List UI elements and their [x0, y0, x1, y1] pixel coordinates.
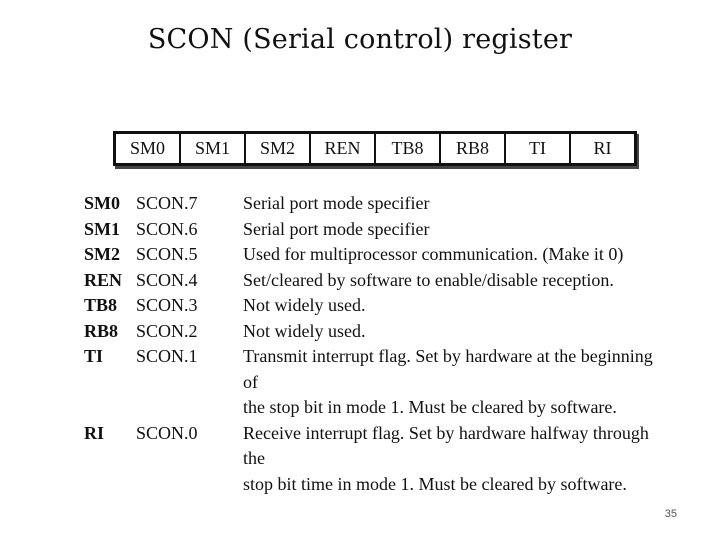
bit-description: Serial port mode specifier [243, 193, 430, 213]
bit-name: SM2 [84, 244, 120, 264]
bit-description: Serial port mode specifier [243, 218, 430, 239]
table-row [84, 217, 664, 243]
table-row [84, 242, 664, 268]
bit-name: REN [84, 269, 123, 290]
table-row [84, 421, 664, 498]
table-row [84, 344, 664, 421]
bit-position: SCON.1 [136, 346, 198, 366]
bit-name: TI [84, 346, 104, 366]
bit-description-table [84, 191, 664, 497]
bit-description: Not widely used. [243, 320, 366, 341]
register-diagram [113, 131, 637, 166]
bit-name: SM1 [84, 218, 120, 239]
register-bit: REN [311, 134, 376, 163]
table-row [84, 191, 664, 217]
register-bit: TI [506, 134, 571, 163]
register-bit: RI [593, 138, 612, 158]
bit-position: SCON.2 [136, 320, 198, 341]
register-bit: SM0 [116, 134, 181, 163]
register-bit: SM1 [181, 134, 246, 163]
bit-description: Used for multiprocessor communication. (Make it 0) [243, 244, 624, 264]
register-bit: SM2 [246, 134, 311, 163]
bit-position: SCON.3 [136, 295, 198, 315]
bit-position: SCON.4 [136, 269, 198, 290]
bit-name: RI [84, 422, 105, 443]
table-row [84, 293, 664, 319]
bit-description: Receive interrupt flag. Set by hardware halfway through the stop bit time in mode 1. Must be cleared by software. [243, 422, 649, 494]
bit-position: SCON.0 [136, 422, 198, 443]
bit-description: Set/cleared by software to enable/disable reception. [243, 269, 614, 290]
bit-name: SM0 [84, 193, 120, 213]
bit-description: Transmit interrupt flag. Set by hardware at the beginning of the stop bit in mode 1. Must be cleared by software. [243, 346, 653, 417]
table-row [84, 319, 664, 345]
bit-position: SCON.7 [136, 193, 198, 213]
register-bit: TB8 [376, 134, 441, 163]
register-bit: RB8 [441, 134, 506, 163]
table-row [84, 268, 664, 294]
bit-position: SCON.5 [136, 244, 198, 264]
page-number: 35 [664, 508, 677, 520]
bit-name: TB8 [84, 295, 118, 315]
bit-description: Not widely used. [243, 295, 366, 315]
bit-position: SCON.6 [136, 218, 198, 239]
slide-title: SCON (Serial control) register [147, 24, 573, 55]
bit-name: RB8 [84, 320, 119, 341]
